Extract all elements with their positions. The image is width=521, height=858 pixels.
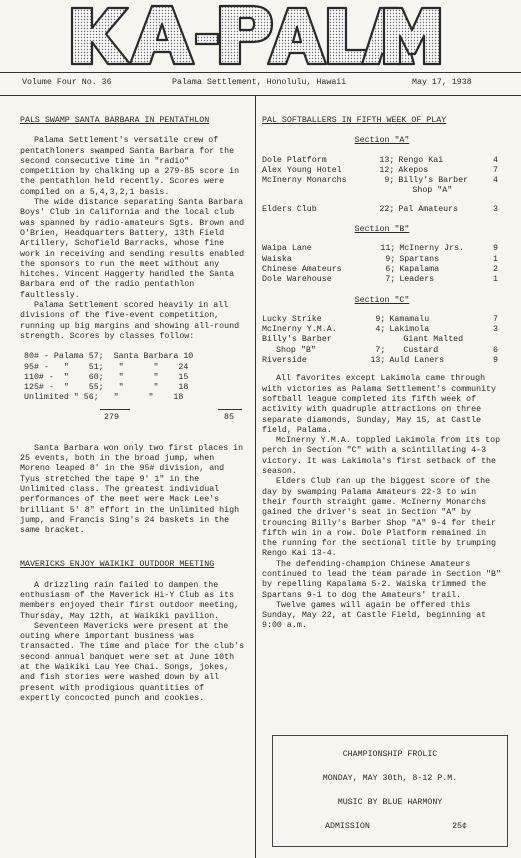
notice-admission-label: ADMISSION: [325, 822, 370, 831]
team-score: 13;: [379, 155, 395, 165]
table-row: [262, 186, 502, 196]
team-name: Lucky Strike: [262, 314, 322, 324]
team-score: 9: [493, 356, 498, 366]
team-name: Akepos: [398, 165, 429, 175]
team-name: Waiska: [262, 254, 292, 264]
team-name: Kapalama: [399, 264, 440, 274]
pentathlon-score-list: [20, 352, 248, 429]
table-row: [262, 275, 502, 285]
team-score: 4;: [375, 325, 386, 335]
table-row: [262, 325, 502, 335]
score-line: 110# - " 60; " " 15: [24, 372, 189, 382]
team-name: Giant Malted: [403, 335, 464, 345]
article-paragraph: Santa Barbara won only two first places in 25 events, both in the broad jump, when Moreno leaped 8' in the 95# division, and Tyus stretched the tape 9' 1" in the Unlimited class. The greatest individual performances of the meet were Mack Lee's brilliant 5' 8" effort in the Unlimited high jump, and Francis Sing's 24 baskets in the same bracket.: [20, 443, 244, 536]
article-heading: MAVERICKS ENJOY WAIKIKI OUTDOOR MEETING: [20, 560, 215, 570]
table-row: [262, 265, 502, 275]
total-santa-barbara: 85: [224, 412, 234, 422]
article-paragraph: A drizzling rain failed to dampen the enthusiasm of the Maverick Hi-Y Club as its members enjoyed their first outdoor meeting, Thursday, May 12th, at Waikiki pavilion.: [20, 580, 240, 621]
team-score: 9;: [375, 314, 386, 324]
notice-date-time: MONDAY, MAY 30th, 8-12 P.M.: [322, 774, 458, 783]
team-name: McInerny Y.M.A.: [262, 325, 337, 335]
team-name: McInerny Monarchs: [262, 176, 347, 186]
table-row: [262, 255, 502, 265]
article-heading: PALS SWAMP SANTA BARBARA IN PENTATHLON: [20, 116, 210, 125]
team-name: Auld Laners: [389, 356, 445, 366]
top-rule: [0, 72, 521, 73]
team-name: Rengo Kai: [398, 155, 444, 165]
team-score: 2: [493, 264, 498, 274]
team-name: Chinese Amateurs: [262, 264, 342, 274]
team-name: Lakimola: [389, 325, 430, 335]
team-name: Dole Platform: [262, 155, 327, 165]
table-row: [262, 176, 502, 186]
championship-frolic-notice: [272, 735, 508, 847]
score-line: 125# - " 55; " " 18: [24, 383, 189, 393]
table-row: [262, 315, 502, 325]
team-score: 9;: [385, 254, 396, 264]
team-score: 1: [493, 254, 498, 264]
team-name: Leaders: [399, 275, 435, 285]
table-row: [262, 335, 502, 345]
score-line: Unlimited " 56; " " 18: [24, 393, 184, 403]
issue-info-line: [22, 78, 498, 90]
volume-number: Volume Four No. 36: [22, 78, 112, 87]
section-c-results: [262, 315, 502, 366]
team-name: Kamamalu: [389, 314, 430, 324]
team-name: [262, 186, 373, 196]
team-score: 6: [493, 345, 498, 355]
team-score: 7;: [375, 345, 386, 355]
team-score: [490, 335, 502, 345]
team-score: 7: [493, 165, 498, 175]
pentathlon-article: [20, 116, 248, 536]
team-score: 12;: [379, 165, 395, 175]
article-paragraph: Palama Settlement's versatile crew of pentathloners swamped Santa Barbara for the second consecutive time in "radio" competition by chalking up a 279-85 score in the pentathlon held recently. Scores were compiled on a 5,4,3,2,1 basis.: [20, 136, 240, 197]
team-score: 7;: [385, 275, 396, 285]
team-score: 6;: [385, 264, 396, 274]
team-score: [364, 335, 390, 345]
issue-date: May 17, 1938: [412, 78, 472, 87]
mavericks-article: [20, 560, 248, 704]
article-paragraph: Twelve games will again be offered this Sunday, May 22, at Castle Field, beginning at 9:00 a.m.: [262, 600, 487, 631]
team-score: [490, 186, 502, 196]
score-line: 80# - Palama 57; Santa Barbara 10: [24, 352, 194, 362]
article-paragraph: Palama Settlement scored heavily in all divisions of the five-event competition, running up big margins and showing all-round strength. Scores by classes follow:: [20, 301, 240, 341]
team-score: 11;: [380, 244, 396, 254]
table-row: [262, 356, 502, 366]
notice-title: CHAMPIONSHIP FROLIC: [342, 750, 438, 759]
table-row: [262, 244, 502, 254]
team-name: Elders Club: [262, 204, 317, 214]
table-row: [262, 197, 502, 215]
section-b-title: Section "B": [354, 225, 410, 235]
article-heading: PAL SOFTBALLERS IN FIFTH WEEK OF PLAY: [262, 116, 447, 125]
team-score: 1: [493, 275, 498, 285]
team-score: [373, 186, 398, 196]
team-name: Spartans: [399, 254, 440, 264]
header-bottom-rule: [0, 95, 521, 96]
table-row: [262, 166, 502, 176]
team-name: McInerny Jrs.: [399, 244, 465, 254]
left-column: [20, 116, 248, 704]
article-paragraph: McInerny Y.M.A. toppled Lakimola from its top perch in Section "C" with a scintillating 4-3 victory. It was Lakimola's first setback of the season.: [262, 436, 501, 477]
article-paragraph: All favorites except Lakimola came through with victories as Palama Settlement's community softball league completed its fifth week of activity with quadruple attractions on three separate diamonds, Sunday, May 15, at Castle field, Palama.: [262, 374, 497, 435]
section-a-results: [262, 156, 502, 215]
team-score: 4: [493, 176, 498, 186]
publisher-location: Palama Settlement, Honolulu, Hawaii: [172, 78, 347, 87]
team-score: 22;: [379, 204, 395, 214]
article-paragraph: The defending-champion Chinese Amateurs continued to lead the team parade in Section "B" by repelling Kapalama 5-2. Waiska trimmed the Spartans 9-1 to dog the Amateurs' trail.: [262, 559, 501, 600]
score-line: 95# - " 51; " " 24: [24, 362, 189, 372]
article-paragraph: Elders Club ran up the biggest score of the day by swamping Palama Amateurs 22-3 to win their fourth straight game. McInerny Monarchs gained the driver's seat in Section "A" by trouncing Billy's Barber Shop "A" 9-4 for their fifth win in a row. Dole Platform remained in the running for the sectional title by trumping Rengo Kai 13-4.: [262, 477, 497, 559]
total-palama: 279: [104, 412, 119, 422]
team-score: 3: [493, 325, 498, 335]
team-score: 4: [493, 155, 498, 165]
notice-price: 25¢: [452, 822, 467, 831]
right-column: [262, 116, 502, 632]
team-name: Dole Warehouse: [262, 275, 332, 285]
team-score: 9;: [384, 176, 395, 186]
team-name: Custard: [403, 345, 439, 355]
team-name: Pal Amateurs: [398, 204, 459, 214]
team-score: 7: [493, 314, 498, 324]
team-name: Riverside: [262, 356, 307, 366]
team-name: Shop "A": [412, 186, 453, 196]
article-paragraph: The wide distance separating Santa Barbara Boys' Club in California and the local club was spanned by radio-amateurs Sgts. Brown and O'Brien, Headquarters Battery, 13th Field Artillery, Schofield Barracks, whose fine work in receiving and sending results enabled the sponsors to run the meet without any hitches. Vincent Haggerty handled the Santa Barbara end of the radio pentathlon faultlessly.: [20, 198, 245, 300]
team-score: 3: [493, 204, 498, 214]
section-c-title: Section "C": [354, 295, 410, 305]
team-name: Billy's Barber: [398, 176, 469, 186]
table-row: [262, 156, 502, 166]
team-score: 13;: [370, 356, 386, 366]
team-name: Alex Young Hotel: [262, 165, 342, 175]
notice-music: MUSIC BY BLUE HARMONY: [337, 798, 443, 807]
article-paragraph: Seventeen Mavericks were present at the outing where important business was transacted. The time and place for the club's second annual banquet were set at June 10th at the Waikiki Lau Yee Chai. Songs, jokes, and fish stories were washed down by all present with prodigious quantities of expertly concocted punch and cookies.: [20, 621, 245, 703]
team-name: Waipa Lane: [262, 244, 312, 254]
team-name: Shop "B": [276, 345, 316, 355]
column-divider: [255, 96, 256, 858]
team-name: Billy's Barber: [262, 335, 332, 345]
team-score: 9: [493, 244, 498, 254]
section-a-title: Section "A": [354, 136, 410, 146]
table-row: [262, 346, 502, 356]
masthead-logo: [68, 0, 452, 68]
section-b-results: [262, 244, 502, 285]
